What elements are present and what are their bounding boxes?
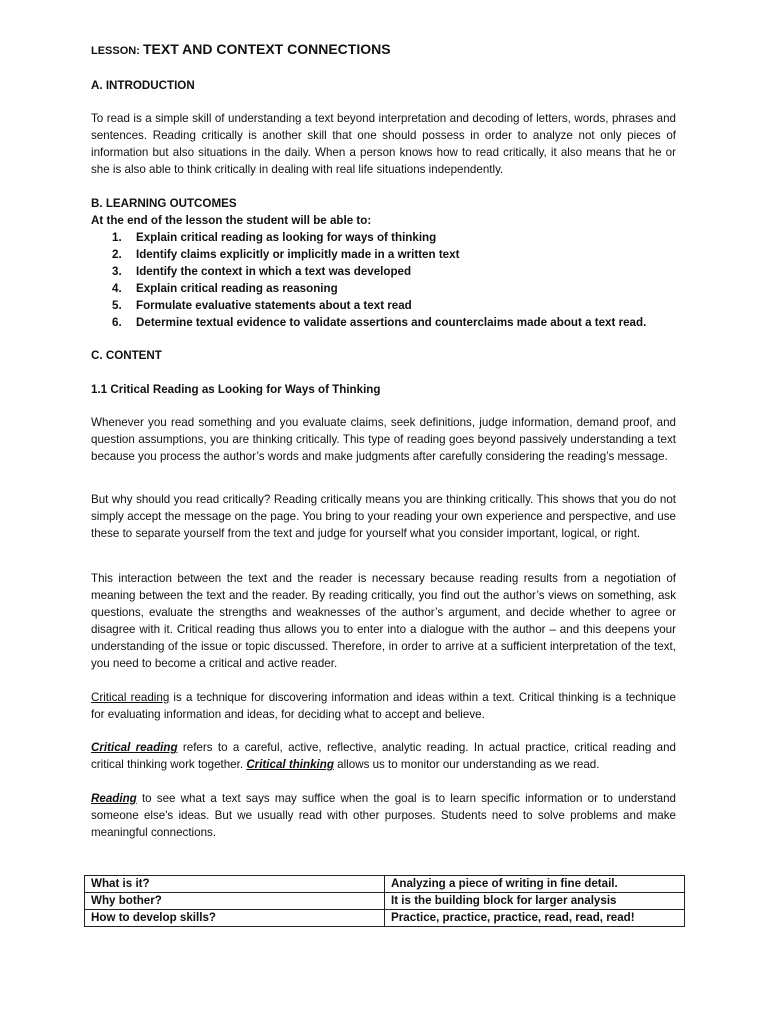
critical-reading-term: Critical reading bbox=[91, 691, 170, 704]
list-item-number: 6. bbox=[112, 316, 122, 329]
learning-outcomes-list bbox=[91, 229, 676, 331]
list-item-text: Identify claims explicitly or implicitly made in a written text bbox=[136, 248, 460, 261]
list-item bbox=[91, 229, 676, 246]
table-cell-question: How to develop skills? bbox=[85, 910, 385, 927]
content-heading: C. CONTENT bbox=[91, 349, 162, 362]
summary-table bbox=[84, 875, 685, 927]
lesson-title: TEXT AND CONTEXT CONNECTIONS bbox=[142, 41, 391, 57]
content-paragraph-6 bbox=[91, 790, 676, 841]
reading-term: Reading bbox=[91, 792, 137, 805]
content-paragraph-2: But why should you read critically? Reading critically means you are thinking critically. This shows that you do not simply accept the message on the page. You bring to your reading your own experience and perspective, and use these to separate yourself from the text and judge for yourself what you consider important, logical, or right. bbox=[91, 493, 676, 540]
table-cell-answer: Practice, practice, practice, read, read, read! bbox=[385, 910, 685, 927]
list-item-text: Formulate evaluative statements about a text read bbox=[136, 299, 412, 312]
list-item-number: 2. bbox=[112, 248, 122, 261]
learning-outcomes-intro: At the end of the lesson the student will be able to: bbox=[91, 214, 372, 227]
introduction-body: To read is a simple skill of understanding a text beyond interpretation and decoding of letters, words, phrases and sentences. Reading critically is another skill that one should possess in order to analyze not only pieces of information but also situations in the daily. When a person knows how to read critically, it also means that he or she is also able to think critically in dealing with real life situations independently. bbox=[91, 112, 676, 176]
table-cell-question: Why bother? bbox=[85, 893, 385, 910]
content-subheading: 1.1 Critical Reading as Looking for Ways of Thinking bbox=[91, 383, 381, 396]
list-item-text: Explain critical reading as looking for ways of thinking bbox=[136, 231, 437, 244]
content-paragraph-5 bbox=[91, 739, 676, 773]
list-item-number: 5. bbox=[112, 299, 122, 312]
list-item-text: Determine textual evidence to validate assertions and counterclaims made about a text read. bbox=[136, 316, 647, 329]
critical-reading-term: Critical reading bbox=[91, 741, 178, 754]
paragraph-text: allows us to monitor our understanding as we read. bbox=[333, 758, 600, 771]
list-item-text: Explain critical reading as reasoning bbox=[136, 282, 338, 295]
list-item-number: 4. bbox=[112, 282, 122, 295]
table-cell-answer: Analyzing a piece of writing in fine detail. bbox=[385, 876, 685, 893]
content-paragraph-4 bbox=[91, 689, 676, 723]
list-item bbox=[91, 263, 676, 280]
list-item-number: 3. bbox=[112, 265, 122, 278]
table-cell-answer: It is the building block for larger analysis bbox=[385, 893, 685, 910]
paragraph-text: to see what a text says may suffice when the goal is to learn specific information or to understand someone else's ideas. But we usually read with other purposes. Students need to solve problems and make meaningful connections. bbox=[91, 792, 676, 839]
content-paragraph-1: Whenever you read something and you evaluate claims, seek definitions, judge information, demand proof, and question assumptions, you are thinking critically. This type of reading goes beyond passively understanding a text because you process the author’s words and make judgments after carefully considering the reading’s message. bbox=[91, 416, 676, 463]
introduction-heading: A. INTRODUCTION bbox=[91, 79, 195, 92]
table-row bbox=[85, 876, 685, 893]
lesson-header bbox=[91, 40, 676, 60]
paragraph-text: is a technique for discovering information and ideas within a text. Critical thinking is a technique for evaluating information and ideas, for deciding what to accept and believe. bbox=[91, 691, 676, 721]
table-row bbox=[85, 910, 685, 927]
content-paragraph-3: This interaction between the text and the reader is necessary because reading results from a negotiation of meaning between the text and the reader. By reading critically, you find out the author’s views on something, ask questions, evaluate the strengths and weaknesses of the author’s argument, and decide whether to agree or disagree with it. Critical reading thus allows you to enter into a dialogue with the author – and this deepens your understanding of the issue or topic discussed. Therefore, in order to arrive at a sufficient interpretation of the text, you need to become a critical and active reader. bbox=[91, 572, 676, 670]
lesson-label: LESSON: bbox=[91, 45, 140, 57]
table-cell-question: What is it? bbox=[85, 876, 385, 893]
learning-outcomes-heading: B. LEARNING OUTCOMES bbox=[91, 197, 237, 210]
list-item-text: Identify the context in which a text was developed bbox=[136, 265, 412, 278]
list-item-number: 1. bbox=[112, 231, 122, 244]
list-item bbox=[91, 297, 676, 314]
critical-thinking-term: Critical thinking bbox=[246, 758, 334, 771]
list-item bbox=[91, 246, 676, 263]
list-item bbox=[91, 280, 676, 297]
table-row bbox=[85, 893, 685, 910]
list-item bbox=[91, 314, 676, 331]
paragraph-text: refers to a careful, active, reflective, analytic reading. In actual practice, critical reading and critical thinking work together. bbox=[91, 741, 676, 771]
